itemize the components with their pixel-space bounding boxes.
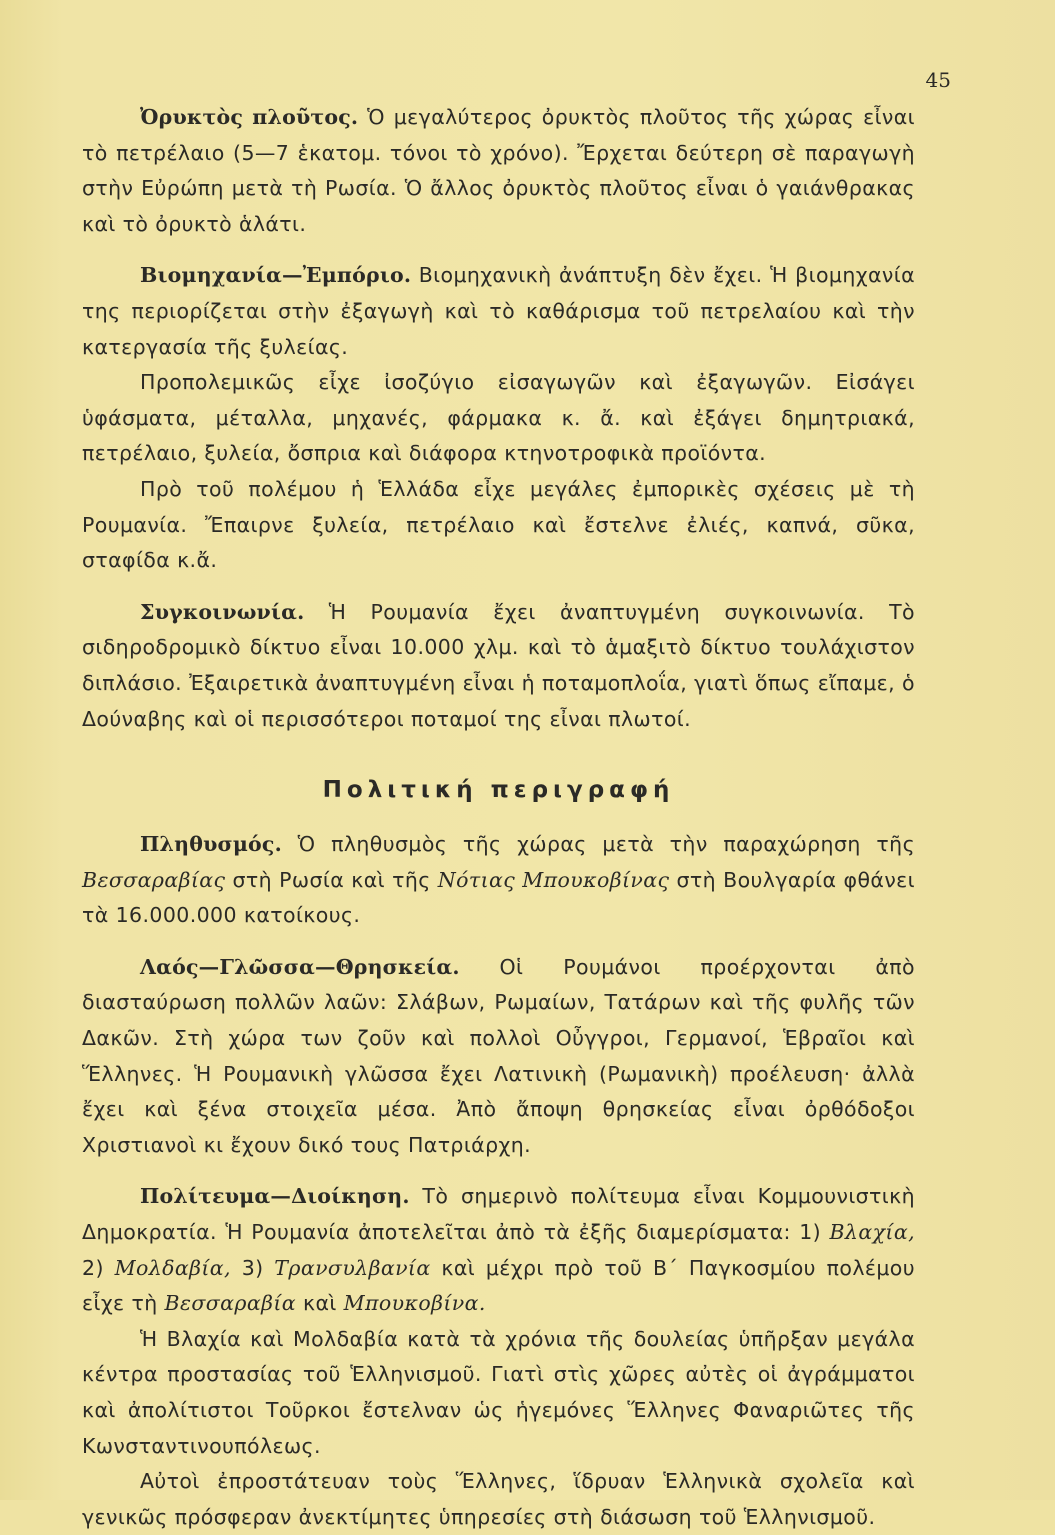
text-population-2: στὴ Ρωσία καὶ τῆς <box>225 867 438 892</box>
paragraph-imports-exports: Προπολεμικῶς εἶχε ἰσοζύγιο εἰσαγωγῶν καὶ ἐξαγωγῶν. Εἰσάγει ὑφάσματα, μέταλλα, μηχανές, φάρμακα κ. ἄ. καὶ ἐξάγει δημητριακά, πετρέλαιο, ξυλεία, ὄσπρια καὶ διάφορα κτηνοτροφικὰ προϊόντα. <box>82 370 915 466</box>
text-mineral-wealth: Ὁ μεγαλύτερος ὀρυκτὸς πλοῦτος τῆς χώρας εἶναι τὸ πετρέλαιο (5—7 ἑκατομ. τόνοι τὸ χρόνο). Ἔρχεται δεύτερη σὲ παραγωγὴ στὴν Εὐρώπη μετὰ τὴ Ρωσία. Ὁ ἄλλος ὀρυκτὸς πλοῦτος εἶναι ὁ γαιάνθρακας καὶ τὸ ὀρυκτὸ ἁλάτι. <box>82 105 916 236</box>
text-government-4: καὶ μέχρι πρὸ τοῦ Β΄ Παγκοσμίου πολέμου εἶχε τὴ <box>82 1255 915 1316</box>
text-government-1: Τὸ σημερινὸ πολίτευμα εἶναι Κομμουνιστικὴ Δημοκρατία. Ἡ Ρουμανία ἀποτελεῖται ἀπὸ τὰ ἐξῆς διαμερίσματα: 1) <box>82 1184 915 1245</box>
italic-bukovina: Μπουκοβίνα. <box>343 1291 486 1316</box>
heading-population: Πληθυσμός. <box>140 832 282 857</box>
italic-bessarabia-2: Βεσσαραβία <box>164 1291 297 1316</box>
paragraph-trade-relations: Πρὸ τοῦ πολέμου ἡ Ἑλλάδα εἶχε μεγάλες ἐμπορικὲς σχέσεις μὲ τὴ Ρουμανία. Ἔπαιρνε ξυλεία, πετρέλαιο καὶ ἔστελνε ἐλιές, καπνά, σῦκα, σταφίδα κ.ἄ. <box>82 476 915 573</box>
italic-moldavia: Μολδαβία, <box>114 1255 231 1280</box>
text-people-language-religion: Οἱ Ρουμάνοι προέρχονται ἀπὸ διασταύρωση πολλῶν λαῶν: Σλάβων, Ρωμαίων, Τατάρων καὶ τῆς φυλῆς τῶν Δακῶν. Στὴ χώρα των ζοῦν καὶ πολλοὶ Οὖγγροι, Γερμανοί, Ἑβραῖοι καὶ Ἕλληνες. Ἡ Ρουμανικὴ γλῶσσα ἔχει Λατινικὴ (Ρωμανικὴ) προέλευση· ἀλλὰ ἔχει καὶ ξένα στοιχεῖα μέσα. Ἀπὸ ἄποψη θρησκείας εἶναι ὀρθόδοξοι Χριστιανοὶ κι ἔχουν δικό τους Πατριάρχη. <box>82 954 915 1157</box>
paragraph-hellenism-protection: Αὐτοὶ ἐπροστάτευαν τοὺς Ἕλληνες, ἵδρυαν Ἑλληνικὰ σχολεῖα καὶ γενικῶς πρόσφεραν ἀνεκτίμητες ὑπηρεσίες στὴ διάσωση τοῦ Ἑλληνισμοῦ. <box>82 1469 915 1529</box>
paragraph-government <box>82 1179 915 1321</box>
text-transport: Ἡ Ρουμανία ἔχει ἀναπτυγμένη συγκοινωνία. Τὸ σιδηροδρομικὸ δίκτυο εἶναι 10.000 χλμ. καὶ τὸ ἁμαξιτὸ δίκτυο τουλάχιστον διπλάσιο. Ἐξαιρετικὰ ἀναπτυγμένη εἶναι ἡ ποταμοπλοΐα, γιατὶ ὅπως εἴπαμε, ὁ Δούναβης καὶ οἱ περισσότεροι ποταμοί της εἶναι πλωτοί. <box>82 599 915 731</box>
section-title: Πολιτική περιγραφή <box>322 777 675 804</box>
paragraph-people-language-religion <box>82 950 915 1164</box>
text-government-2: 2) <box>82 1255 115 1280</box>
paragraph-hellenism-centers: Ἡ Βλαχία καὶ Μολδαβία κατὰ τὰ χρόνια τῆς δουλείας ὑπῆρξαν μεγάλα κέντρα προστασίας τοῦ Ἑλληνισμοῦ. Γιατὶ στὶς χῶρες αὐτὲς οἱ ἀγράμματοι καὶ ἀπολίτιστοι Τοῦρκοι ἔστελναν ὡς ἡγεμόνες Ἕλληνες Φαναριῶτες τῆς Κωνσταντινουπόλεως. <box>82 1326 915 1458</box>
paragraph-industry-trade <box>82 258 915 365</box>
text-industry-trade: Βιομηχανικὴ ἀνάπτυξη δὲν ἔχει. Ἡ βιομηχανία της περιορίζεται στὴν ἐξαγωγὴ καὶ τὸ καθάρισμα τοῦ πετρελαίου καὶ τὴν κατεργασία τῆς ξυλείας. <box>82 263 915 359</box>
italic-south-bukovina: Νότιας Μπουκοβίνας <box>437 867 670 892</box>
italic-transylvania: Τρανσυλβανία <box>274 1255 431 1280</box>
italic-bessarabia: Βεσσαραβίας <box>82 867 226 892</box>
text-government-3: 3) <box>230 1255 275 1280</box>
text-government-5: καὶ <box>296 1291 344 1316</box>
italic-wallachia: Βλαχία, <box>829 1220 915 1245</box>
page-number: 45 <box>925 68 951 92</box>
paragraph-mineral-wealth <box>82 100 915 242</box>
text-population-3: στὴ Βουλγαρία φθάνει τὰ 16.000.000 κατοίκους. <box>82 867 915 928</box>
text-population-1: Ὁ πληθυσμὸς τῆς χώρας μετὰ τὴν παραχώρηση τῆς <box>281 832 915 857</box>
paragraph-transport <box>82 595 915 737</box>
heading-industry-trade: Βιομηχανία—Ἐμπόριο. <box>140 263 412 288</box>
heading-people-language-religion: Λαός—Γλῶσσα—Θρησκεία. <box>140 954 460 979</box>
paragraph-population <box>82 827 915 934</box>
heading-transport: Συγκοινωνία. <box>140 599 305 624</box>
heading-mineral-wealth: Ὀρυκτὸς πλοῦτος. <box>140 105 359 129</box>
heading-government: Πολίτευμα—Διοίκηση. <box>140 1184 410 1209</box>
